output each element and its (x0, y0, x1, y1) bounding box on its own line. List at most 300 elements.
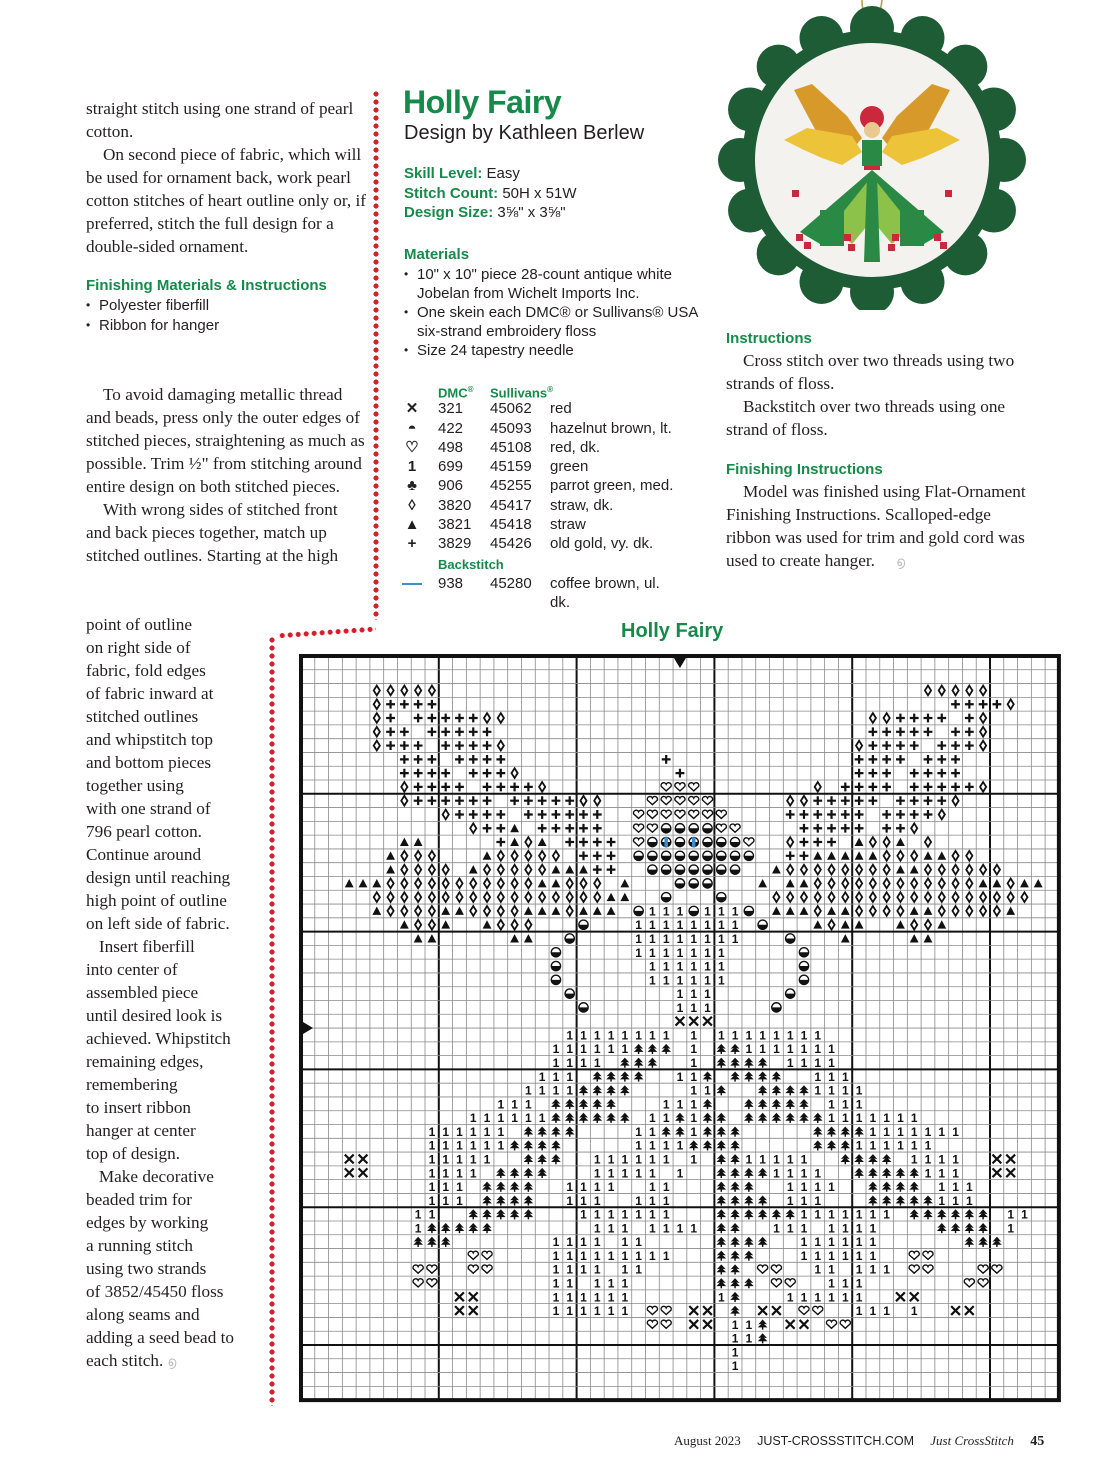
svg-text:1: 1 (621, 1248, 629, 1263)
svg-text:1: 1 (814, 1193, 822, 1208)
svg-text:1: 1 (552, 1042, 560, 1057)
svg-text:1: 1 (580, 1304, 587, 1319)
magazine-name: Just CrossStitch (930, 1433, 1014, 1448)
svg-text:1: 1 (717, 959, 725, 974)
svg-text:1: 1 (649, 973, 656, 988)
svg-text:1: 1 (717, 1028, 725, 1043)
svg-text:1: 1 (676, 1000, 684, 1015)
svg-text:1: 1 (855, 1248, 863, 1263)
svg-text:1: 1 (786, 1180, 794, 1195)
svg-text:1: 1 (731, 1359, 739, 1374)
svg-text:1: 1 (649, 1028, 656, 1043)
svg-text:1: 1 (442, 1180, 450, 1195)
body-line: point of outline (86, 615, 192, 634)
svg-text:1: 1 (869, 1248, 877, 1263)
svg-text:1: 1 (855, 1207, 863, 1222)
svg-text:1: 1 (745, 1042, 753, 1057)
svg-text:1: 1 (938, 1166, 946, 1181)
svg-text:1: 1 (621, 1028, 629, 1043)
svg-text:1: 1 (828, 1248, 835, 1263)
svg-text:1: 1 (731, 931, 739, 946)
svg-text:1: 1 (883, 1262, 890, 1277)
svg-text:1: 1 (773, 1152, 780, 1167)
svg-text:1: 1 (593, 1221, 601, 1236)
end-of-article-icon: ൭ (896, 555, 906, 570)
svg-text:1: 1 (855, 1221, 863, 1236)
page-footer (674, 1429, 1044, 1453)
svg-text:1: 1 (662, 973, 670, 988)
body-line: top of design. (86, 1144, 181, 1163)
svg-text:1: 1 (828, 1083, 835, 1098)
svg-text:1: 1 (690, 1028, 698, 1043)
svg-text:1: 1 (662, 1152, 670, 1167)
svg-text:1: 1 (428, 1138, 436, 1153)
svg-text:1: 1 (814, 1069, 822, 1084)
plus-symbol-icon: + (407, 535, 417, 553)
svg-text:1: 1 (952, 1193, 959, 1208)
svg-text:1: 1 (800, 1207, 808, 1222)
svg-text:1: 1 (869, 1111, 877, 1126)
svg-text:1: 1 (566, 1056, 574, 1071)
body-paragraph: To avoid damaging metallic thread and beads, press only the outer edges of stitched pieces, straightening as much as possible. Trim ½" from stitching around entire design on both stitched pieces. (86, 385, 365, 496)
svg-text:1: 1 (1007, 1207, 1015, 1222)
svg-text:1: 1 (814, 1042, 822, 1057)
svg-text:1: 1 (717, 904, 725, 919)
svg-text:1: 1 (786, 1193, 794, 1208)
svg-text:1: 1 (662, 1221, 670, 1236)
svg-text:1: 1 (704, 973, 711, 988)
svg-text:1: 1 (690, 1069, 698, 1084)
dmc-number: 3820 (438, 496, 472, 514)
svg-text:1: 1 (456, 1166, 463, 1181)
svg-text:1: 1 (593, 1166, 601, 1181)
svg-text:1: 1 (690, 1097, 698, 1112)
svg-text:1: 1 (635, 1152, 642, 1167)
body-line: of 3852/45450 floss (86, 1282, 224, 1301)
svg-text:1: 1 (745, 1317, 753, 1332)
svg-text:1: 1 (635, 1124, 642, 1139)
svg-text:1: 1 (786, 1056, 794, 1071)
cross-stitch-chart (297, 652, 1063, 1409)
svg-text:1: 1 (442, 1152, 450, 1167)
svg-text:1: 1 (828, 1276, 835, 1291)
svg-text:1: 1 (635, 1193, 642, 1208)
svg-text:1: 1 (566, 1235, 574, 1250)
svg-text:1: 1 (690, 959, 698, 974)
left-column-narrow (86, 613, 266, 1372)
tree-symbol-icon: ♣ (407, 477, 417, 495)
svg-text:1: 1 (635, 1028, 642, 1043)
svg-text:1: 1 (649, 1124, 656, 1139)
svg-text:1: 1 (538, 1069, 546, 1084)
svg-text:1: 1 (635, 1138, 642, 1153)
svg-text:1: 1 (676, 945, 684, 960)
svg-text:1: 1 (745, 1028, 753, 1043)
svg-text:1: 1 (469, 1124, 477, 1139)
svg-text:1: 1 (910, 1152, 918, 1167)
svg-text:1: 1 (676, 904, 684, 919)
svg-text:1: 1 (497, 1111, 505, 1126)
finishing-instructions-heading: Finishing Instructions (726, 461, 883, 478)
left-column-lower (86, 383, 366, 567)
designer-credit: Design by Kathleen Berlew (404, 122, 645, 144)
svg-text:1: 1 (704, 1083, 711, 1098)
svg-text:1: 1 (566, 1290, 574, 1305)
svg-text:1: 1 (1007, 1221, 1015, 1236)
svg-text:1: 1 (883, 1138, 890, 1153)
svg-text:1: 1 (649, 959, 656, 974)
svg-text:1: 1 (938, 1152, 946, 1167)
svg-text:1: 1 (593, 1207, 601, 1222)
svg-text:1: 1 (676, 1097, 684, 1112)
divider-dots-upper (373, 90, 379, 620)
body-line: fabric, fold edges (86, 661, 206, 680)
svg-text:1: 1 (786, 1166, 794, 1181)
svg-text:1: 1 (773, 1166, 780, 1181)
svg-text:1: 1 (800, 1193, 808, 1208)
svg-text:1: 1 (635, 1166, 642, 1181)
svg-text:1: 1 (869, 1207, 877, 1222)
svg-text:1: 1 (456, 1124, 463, 1139)
svg-text:1: 1 (469, 1166, 477, 1181)
svg-text:1: 1 (841, 1276, 849, 1291)
svg-text:1: 1 (828, 1069, 835, 1084)
svg-text:1: 1 (414, 1207, 422, 1222)
svg-text:1: 1 (621, 1042, 629, 1057)
svg-text:1: 1 (938, 1124, 946, 1139)
svg-text:1: 1 (649, 931, 656, 946)
chart-grid (297, 652, 1063, 1404)
svg-text:1: 1 (428, 1124, 436, 1139)
svg-text:1: 1 (428, 1166, 436, 1181)
heart-symbol-icon: ♡ (405, 438, 419, 456)
svg-text:1: 1 (855, 1083, 863, 1098)
svg-text:1: 1 (828, 1097, 835, 1112)
svg-text:1: 1 (828, 1111, 835, 1126)
svg-text:1: 1 (649, 1207, 656, 1222)
body-line: of fabric inward at (86, 684, 214, 703)
body-paragraph: straight stitch using one strand of pearl cotton. (86, 99, 354, 141)
svg-text:1: 1 (649, 1193, 656, 1208)
svg-text:1: 1 (855, 1235, 863, 1250)
svg-text:1: 1 (607, 1221, 615, 1236)
svg-text:1: 1 (883, 1124, 890, 1139)
dmc-number: 321 (438, 400, 464, 418)
svg-text:1: 1 (428, 1180, 436, 1195)
svg-text:1: 1 (607, 1304, 615, 1319)
sullivans-number: 45418 (490, 516, 532, 534)
body-line: to insert ribbon (86, 1098, 192, 1117)
svg-text:1: 1 (952, 1124, 959, 1139)
svg-text:1: 1 (731, 904, 739, 919)
svg-text:1: 1 (621, 1235, 629, 1250)
svg-text:1: 1 (593, 1235, 601, 1250)
svg-text:1: 1 (800, 1028, 808, 1043)
color-name: red (550, 400, 572, 418)
svg-text:1: 1 (800, 1166, 808, 1181)
svg-text:1: 1 (552, 1235, 560, 1250)
svg-text:1: 1 (428, 1193, 436, 1208)
svg-text:1: 1 (786, 1290, 794, 1305)
svg-text:1: 1 (828, 1056, 835, 1071)
sullivans-number: 45093 (490, 419, 532, 437)
design-specs (404, 164, 577, 223)
svg-text:1: 1 (800, 1056, 808, 1071)
svg-text:1: 1 (938, 1193, 946, 1208)
svg-text:1: 1 (552, 1056, 560, 1071)
svg-text:1: 1 (745, 1152, 753, 1167)
svg-text:1: 1 (552, 1290, 560, 1305)
svg-text:1: 1 (690, 973, 698, 988)
svg-text:1: 1 (910, 1304, 918, 1319)
svg-text:1: 1 (814, 1028, 822, 1043)
color-name: straw (550, 516, 586, 534)
svg-text:1: 1 (841, 1248, 849, 1263)
svg-text:1: 1 (662, 1028, 670, 1043)
svg-text:1: 1 (731, 1331, 739, 1346)
svg-text:1: 1 (828, 1042, 835, 1057)
svg-text:1: 1 (717, 945, 725, 960)
color-name: old gold, vy. dk. (550, 535, 654, 553)
svg-text:1: 1 (869, 1262, 877, 1277)
svg-text:1: 1 (814, 1235, 822, 1250)
ornament-photo (712, 0, 1032, 310)
body-line: adding a seed bead to (86, 1328, 234, 1347)
svg-text:1: 1 (800, 1152, 808, 1167)
page-number: 45 (1030, 1434, 1045, 1449)
svg-text:1: 1 (855, 1276, 863, 1291)
svg-text:1: 1 (814, 1262, 822, 1277)
svg-text:1: 1 (593, 1290, 601, 1305)
svg-text:1: 1 (497, 1097, 505, 1112)
svg-text:1: 1 (814, 1207, 822, 1222)
svg-text:1: 1 (828, 1221, 835, 1236)
sullivans-number: 45417 (490, 496, 532, 514)
svg-text:1: 1 (469, 1152, 477, 1167)
svg-text:1: 1 (910, 1138, 918, 1153)
sullivans-number: 45108 (490, 438, 532, 456)
svg-text:1: 1 (965, 1180, 973, 1195)
svg-text:1: 1 (676, 1069, 684, 1084)
svg-text:1: 1 (483, 1111, 491, 1126)
svg-text:1: 1 (580, 1028, 587, 1043)
svg-text:1: 1 (690, 1152, 698, 1167)
svg-text:1: 1 (662, 1180, 670, 1195)
body-line: on left side of fabric. (86, 914, 230, 933)
svg-text:1: 1 (704, 904, 711, 919)
svg-text:1: 1 (607, 1276, 615, 1291)
instructions-heading: Instructions (726, 330, 812, 347)
svg-text:1: 1 (662, 904, 670, 919)
left-column-top (86, 97, 366, 335)
svg-text:1: 1 (607, 1180, 615, 1195)
svg-text:1: 1 (841, 1221, 849, 1236)
svg-text:1: 1 (690, 1124, 698, 1139)
finishing-materials-list (86, 296, 366, 335)
svg-text:1: 1 (621, 1276, 629, 1291)
svg-text:1: 1 (855, 1097, 863, 1112)
svg-text:1: 1 (593, 1180, 601, 1195)
body-line: along seams and (86, 1305, 200, 1324)
svg-text:1: 1 (800, 1235, 808, 1250)
holly-fairy-ornament-image (712, 0, 1032, 310)
svg-text:1: 1 (621, 1304, 629, 1319)
svg-text:1: 1 (607, 1248, 615, 1263)
svg-text:1: 1 (649, 1138, 656, 1153)
svg-text:1: 1 (662, 1111, 670, 1126)
svg-text:1: 1 (924, 1138, 932, 1153)
list-item: • Ribbon for hanger (86, 316, 366, 336)
materials-section (404, 245, 704, 360)
svg-text:1: 1 (607, 1042, 615, 1057)
svg-text:1: 1 (635, 945, 642, 960)
svg-text:1: 1 (924, 1124, 932, 1139)
body-line: into center of (86, 960, 178, 979)
svg-text:1: 1 (731, 1028, 739, 1043)
svg-text:1: 1 (649, 1152, 656, 1167)
one-symbol-icon: 1 (407, 458, 417, 476)
svg-text:1: 1 (814, 1166, 822, 1181)
materials-heading: Materials (404, 246, 470, 263)
svg-text:1: 1 (552, 1276, 560, 1291)
svg-text:1: 1 (566, 1042, 574, 1057)
body-line: remembering (86, 1075, 178, 1094)
website-url: JUST-CROSSSTITCH.COM (757, 1434, 915, 1448)
svg-text:1: 1 (662, 1248, 670, 1263)
body-line: Continue around (86, 845, 202, 864)
svg-text:1: 1 (621, 1262, 629, 1277)
page-title: Holly Fairy (403, 84, 562, 120)
svg-text:1: 1 (607, 1207, 615, 1222)
svg-text:1: 1 (800, 1290, 808, 1305)
body-line: edges by working (86, 1213, 209, 1232)
svg-text:1: 1 (428, 1207, 436, 1222)
svg-text:1: 1 (580, 1262, 587, 1277)
backstitch-line-icon (404, 574, 420, 593)
body-line: using two strands (86, 1259, 207, 1278)
svg-text:1: 1 (704, 931, 711, 946)
dmc-number: 498 (438, 438, 464, 456)
body-line: 796 pearl cotton. (86, 822, 202, 841)
color-name: hazelnut brown, lt. (550, 419, 672, 437)
sullivans-header: Sullivans (490, 385, 548, 401)
svg-text:1: 1 (621, 1290, 629, 1305)
body-paragraph: On second piece of fabric, which will be used for ornament back, work pearl cotton stitches of heart outline only or, if preferred, stitch the full design for a double-sided ornament. (86, 145, 366, 256)
svg-text:1: 1 (910, 1124, 918, 1139)
body-paragraph: Model was finished using Flat-Ornament Finishing Instructions. Scalloped-edge ribbon was used for trim and gold cord was used to create hanger. ൭ (726, 480, 1026, 574)
svg-text:1: 1 (483, 1152, 491, 1167)
dmc-number: 3821 (438, 516, 472, 534)
body-paragraph: Cross stitch over two threads using two strands of floss. (726, 351, 1015, 393)
svg-text:1: 1 (786, 1221, 794, 1236)
svg-text:1: 1 (593, 1152, 601, 1167)
svg-text:1: 1 (690, 1111, 698, 1126)
svg-text:1: 1 (566, 1069, 574, 1084)
body-line: high point of outline (86, 891, 227, 910)
svg-text:1: 1 (635, 931, 642, 946)
svg-text:1: 1 (566, 1248, 574, 1263)
svg-text:1: 1 (511, 1111, 518, 1126)
svg-text:1: 1 (704, 945, 711, 960)
svg-text:1: 1 (924, 1152, 932, 1167)
svg-text:1: 1 (828, 1207, 835, 1222)
svg-text:1: 1 (649, 918, 656, 933)
svg-text:1: 1 (456, 1193, 463, 1208)
svg-text:1: 1 (635, 918, 642, 933)
svg-text:1: 1 (704, 987, 711, 1002)
svg-text:1: 1 (814, 1290, 822, 1305)
svg-text:1: 1 (773, 1221, 780, 1236)
svg-text:1: 1 (635, 1235, 642, 1250)
svg-text:1: 1 (773, 1028, 780, 1043)
svg-text:1: 1 (538, 1083, 546, 1098)
svg-text:1: 1 (828, 1235, 835, 1250)
svg-text:1: 1 (676, 1221, 684, 1236)
svg-text:1: 1 (607, 1166, 615, 1181)
divider-dots-lower (269, 636, 275, 1406)
body-line: assembled piece (86, 983, 199, 1002)
svg-text:1: 1 (552, 1304, 560, 1319)
body-paragraph: Backstitch over two threads using one strand of floss. (726, 397, 1006, 439)
sullivans-number: 45159 (490, 458, 532, 476)
svg-text:1: 1 (566, 1304, 574, 1319)
svg-text:1: 1 (717, 973, 725, 988)
svg-text:1: 1 (662, 918, 670, 933)
svg-text:1: 1 (704, 918, 711, 933)
svg-text:1: 1 (649, 1111, 656, 1126)
svg-text:1: 1 (676, 918, 684, 933)
svg-text:1: 1 (456, 1138, 463, 1153)
svg-text:1: 1 (731, 1317, 739, 1332)
triangle-symbol-icon: ▲ (404, 516, 420, 534)
svg-text:1: 1 (690, 1042, 698, 1057)
svg-text:1: 1 (841, 1290, 849, 1305)
instructions-section (726, 329, 1026, 574)
svg-text:1: 1 (649, 1166, 656, 1181)
dmc-number: 699 (438, 458, 464, 476)
svg-text:1: 1 (676, 973, 684, 988)
body-line: and whipstitch top (86, 730, 213, 749)
svg-text:1: 1 (952, 1180, 959, 1195)
svg-text:1: 1 (428, 1152, 436, 1167)
svg-text:1: 1 (538, 1111, 546, 1126)
svg-text:1: 1 (497, 1124, 505, 1139)
svg-text:1: 1 (690, 931, 698, 946)
svg-text:1: 1 (607, 1152, 615, 1167)
svg-text:1: 1 (676, 987, 684, 1002)
svg-text:1: 1 (580, 1248, 587, 1263)
svg-text:1: 1 (525, 1097, 532, 1112)
svg-text:1: 1 (566, 1083, 574, 1098)
svg-text:1: 1 (607, 1290, 615, 1305)
svg-text:1: 1 (828, 1180, 835, 1195)
svg-text:1: 1 (649, 904, 656, 919)
body-line: each stitch. ൭ (86, 1349, 266, 1372)
svg-text:1: 1 (442, 1193, 450, 1208)
svg-text:1: 1 (841, 1111, 849, 1126)
svg-text:1: 1 (800, 1180, 808, 1195)
svg-text:1: 1 (855, 1138, 863, 1153)
svg-text:1: 1 (580, 1207, 587, 1222)
svg-text:1: 1 (897, 1138, 904, 1153)
svg-text:1: 1 (552, 1248, 560, 1263)
svg-text:1: 1 (704, 959, 711, 974)
svg-text:1: 1 (759, 1042, 766, 1057)
svg-text:1: 1 (442, 1124, 450, 1139)
svg-text:1: 1 (869, 1235, 877, 1250)
divider-dots-horizontal (278, 626, 376, 639)
diamond-symbol-icon: ◊ (408, 496, 416, 514)
